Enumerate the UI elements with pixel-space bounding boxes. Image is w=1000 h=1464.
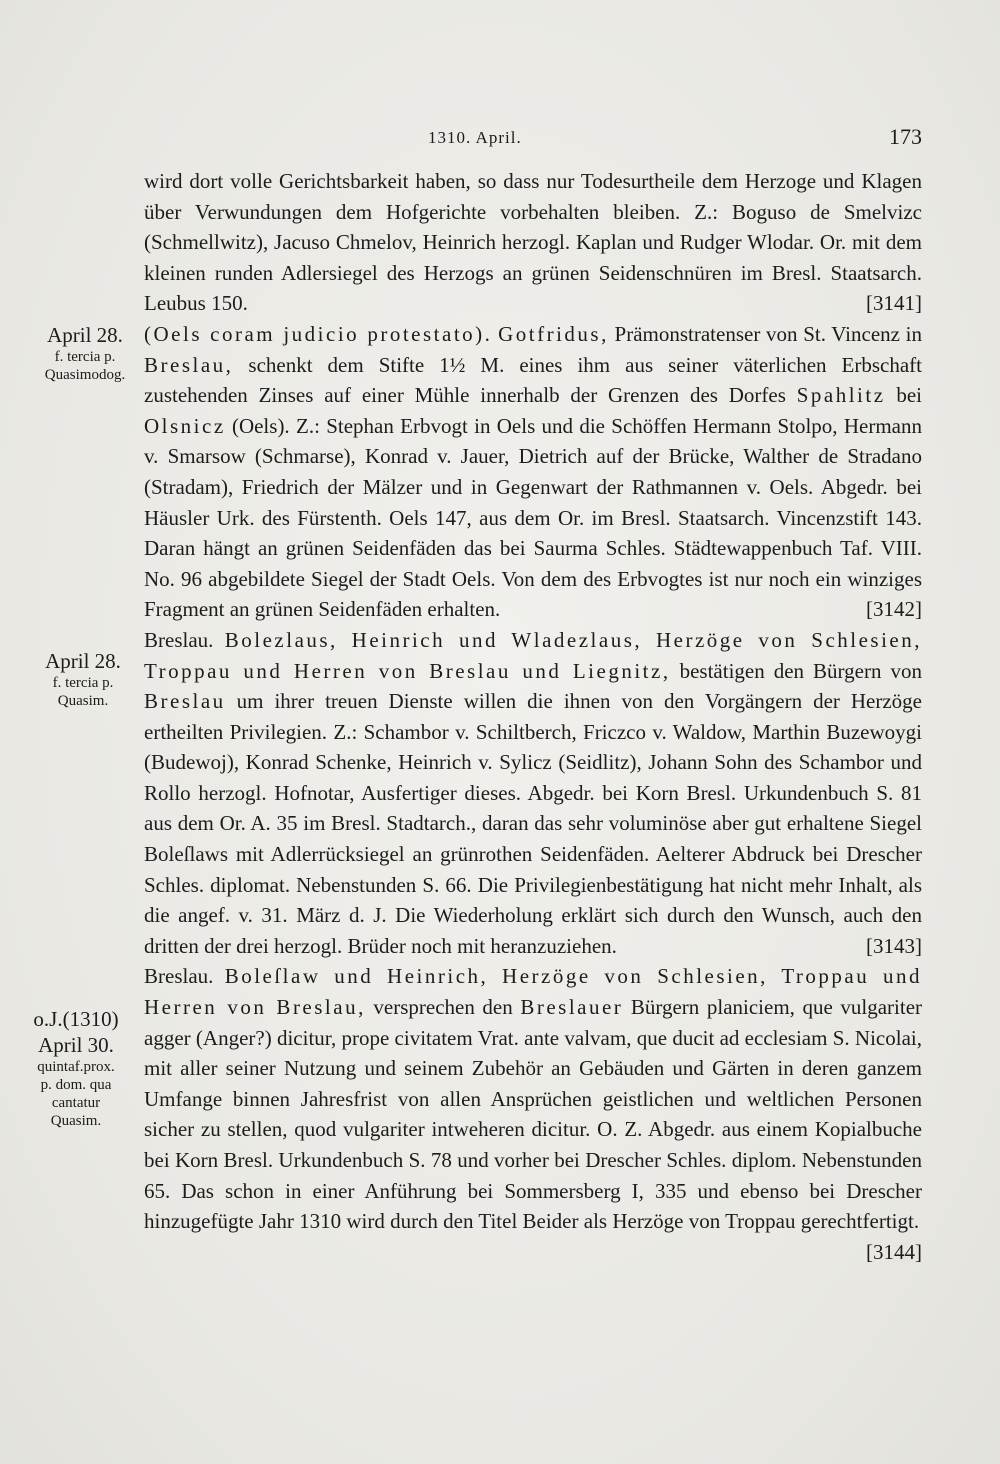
entry-city: Breslau bbox=[144, 689, 226, 714]
entry-body: Prämonstratenser von St. Vincenz in bbox=[608, 321, 922, 346]
margin-note-3144 bbox=[10, 1006, 142, 1130]
margin-feast-line: Quasimodog. bbox=[44, 367, 126, 383]
margin-feast-line: f. tercia p. bbox=[54, 349, 116, 365]
entry-body: bei bbox=[885, 383, 922, 408]
margin-feast-line: quintaf.prox. bbox=[37, 1059, 115, 1075]
running-head bbox=[0, 124, 1000, 154]
entry-village: Spahlitz bbox=[796, 383, 886, 408]
entry-body: bestätigen den Bürgern von bbox=[670, 658, 922, 683]
margin-date: April 30. bbox=[38, 1033, 114, 1057]
entry-body: schenkt dem Stifte 1½ M. eines ihm aus seiner väterlichen Erbschaft zustehenden Zinses auf einer Mühle innerhalb der Grenzen des Dorfes bbox=[144, 352, 922, 408]
entry-3143 bbox=[144, 625, 922, 962]
entry-body: um ihrer treuen Dienste willen die ihnen von den Vorgängern der Herzöge ertheilten Privilegien. Z.: Schambor v. Schiltberch, Friczco v. Waldow, Marthin Buzewoygi (Budewoj), Konrad Schenke, Heinrich v. Sylicz (Seidlitz), Johann Sohn des Schambor und Rollo herzogl. Hofnotar, Ausfertiger dieses. Abgedr. bei Korn Bresl. Urkundenbuch S. 81 aus dem Or. A. 35 im Bresl. Stadtarch., daran das sehr voluminöse aber gut erhaltene Siegel Boleſlaws mit Adlerrücksiegel an grünrothen Seidenfäden. Aelterer Abdruck bei Drescher Schles. diplomat. Nebenstunden S. 66. Die Privilegienbestätigung hat nicht mehr Inhalt, als die angef. v. 31. März d. J. Die Wiederholung erklärt sich durch den Wunsch, auch den dritten der drei herzogl. Brüder noch mit heranzuziehen. bbox=[144, 689, 922, 958]
margin-feast-line: Quasim. bbox=[50, 1113, 102, 1129]
entry-body: (Oels). Z.: Stephan Erbvogt in Oels und die Schöffen Hermann Stolpo, Hermann v. Smarsow (Schmarse), Konrad v. Jauer, Dietrich auf der Brücke, Walther de Stradano (Stradam), Friedrich der Mälzer und in Gegenwart der Rathmannen v. Oels. Abgedr. bei Häusler Urk. des Fürstenth. Oels 147, aus dem Or. im Bresl. Staatsarch. Vincenzstift 143. Daran hängt an grünen Seidenfäden das bei Saurma Schles. Städtewappenbuch Taf. VIII. No. 96 abgebildete Siegel der Stadt Oels. Von dem des Erbvogtes ist nur noch ein winziges Fragment an grünen Seidenfäden erhalten. bbox=[144, 413, 922, 622]
margin-date: April 28. bbox=[45, 649, 121, 673]
margin-date: o.J.(1310) bbox=[33, 1007, 119, 1031]
entry-body: Bürgern planiciem, que vulgariter agger (Anger?) dicitur, prope civitatem Vrat. ante valvam, que ducit ad ecclesiam S. Nicolai, mit aller seiner Nutzung und seinem Zubehör an Gebäuden und Gärten in deren ganzem Umfange binnen Jahresfrist von allen Ansprüchen geistlichen und weltlichen Personen sicher zu stellen, quod vulgariter intweheren dicitur. O. Z. Abgedr. aus einem Kopialbuche bei Korn Bresl. Urkundenbuch S. 78 und vorher bei Drescher Schles. diplom. Nebenstunden 65. Das schon in einer Anführung bei Sommersberg I, 335 und ebenso bei Drescher hinzugefügte Jahr 1310 wird durch den Titel Beider als Herzöge von Troppau gerechtfertigt. bbox=[144, 995, 923, 1234]
margin-feast-line: cantatur bbox=[51, 1095, 101, 1111]
entry-number: [3144] bbox=[866, 1239, 922, 1264]
entry-text bbox=[144, 319, 922, 625]
entry-3141 bbox=[144, 166, 922, 319]
margin-feast-line: p. dom. qua bbox=[40, 1077, 112, 1093]
entry-text bbox=[144, 625, 922, 962]
margin-feast-line: f. tercia p. bbox=[52, 675, 114, 691]
page-number: 173 bbox=[889, 124, 922, 149]
entry-person: Gotfridus, bbox=[498, 321, 609, 346]
margin-date: April 28. bbox=[47, 323, 123, 347]
entry-text bbox=[144, 166, 922, 319]
entry-place: Breslau, bbox=[144, 352, 234, 377]
entry-body: versprechen den bbox=[365, 995, 521, 1020]
margin-feast-line: Quasim. bbox=[57, 693, 109, 709]
entry-place: Breslau. bbox=[144, 964, 214, 989]
entry-persons: Boleſlaw und Heinrich, Herzöge von Schlesien, Troppau und Herren von Breslau, bbox=[144, 964, 923, 1020]
entry-3144 bbox=[144, 961, 922, 1267]
entry-persons: Bolezlaus, Heinrich und Wladezlaus, Herzöge von Schlesien, Troppau und Herren von Breslau und Liegnitz, bbox=[144, 627, 922, 683]
entry-town: Olsnicz bbox=[144, 413, 226, 438]
entry-body: wird dort volle Gerichtsbarkeit haben, so dass nur Todesurtheile dem Herzoge und Klagen über Verwundungen dem Hofgerichte vorbehalten bleiben. Z.: Boguso de Smelvizc (Schmellwitz), Jacuso Chmelov, Heinrich herzogl. Kaplan und Rudger Wlodar. Or. mit dem kleinen runden Adlersiegel des Herzogs an grünen Seidenschnüren im Bresl. Staatsarch. Leubus 150. bbox=[144, 169, 922, 316]
entry-number: [3142] bbox=[866, 597, 922, 622]
main-text bbox=[144, 166, 922, 1267]
running-title: 1310. April. bbox=[428, 128, 522, 147]
entry-text bbox=[144, 961, 923, 1264]
entry-place: (Oels coram judicio protestato). bbox=[144, 321, 493, 346]
entry-number: [3141] bbox=[866, 291, 922, 316]
entry-citizens: Breslauer bbox=[520, 995, 624, 1020]
entry-3142 bbox=[144, 319, 922, 625]
margin-note-3143 bbox=[22, 648, 144, 710]
entry-number: [3143] bbox=[866, 933, 922, 958]
margin-note-3142 bbox=[24, 322, 146, 384]
entry-place: Breslau. bbox=[144, 627, 214, 652]
